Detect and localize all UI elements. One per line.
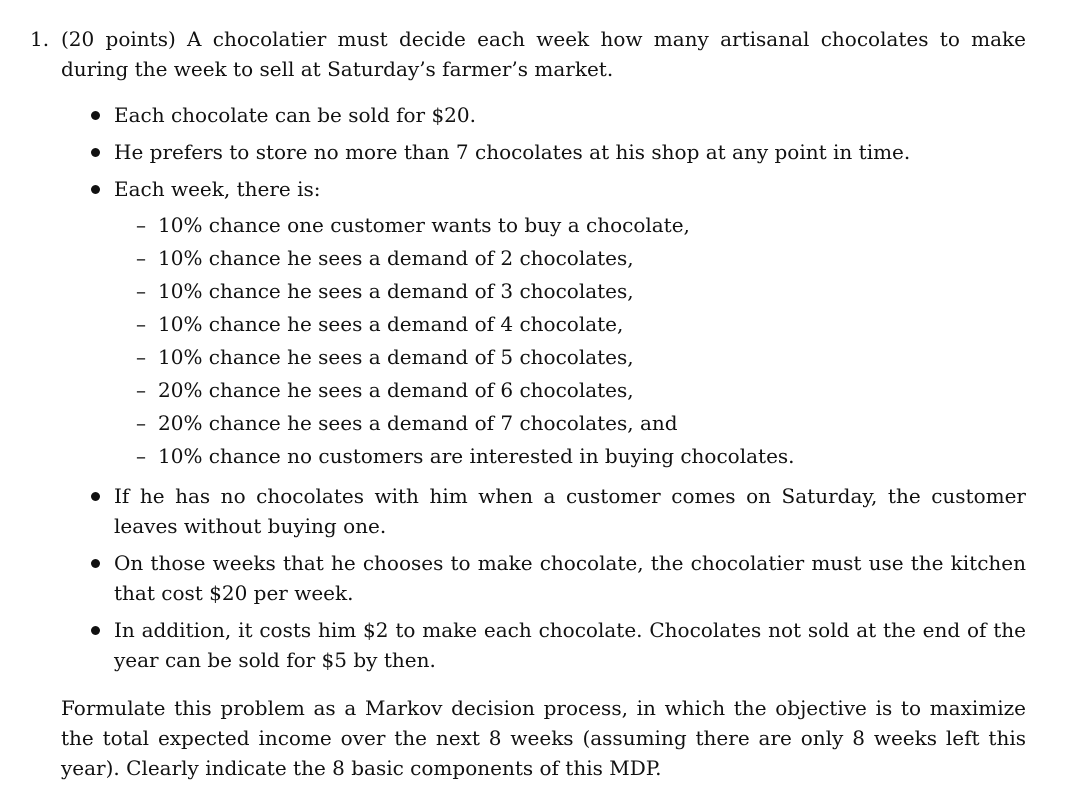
list-item: [30, 100, 1026, 130]
bullet-icon: [30, 174, 114, 474]
bullet-icon: [30, 481, 114, 541]
demand-item-text: 10% chance no customers are interested in buying chocolates.: [158, 444, 795, 468]
list-item: [30, 615, 1026, 675]
demand-item: [114, 309, 1026, 339]
dash-icon: –: [136, 411, 146, 435]
demand-item-text: 10% chance he sees a demand of 5 chocolates,: [158, 345, 634, 369]
bullet-icon: [30, 137, 114, 167]
demand-item: [114, 243, 1026, 273]
demand-list: [114, 210, 1026, 471]
list-item-text: Each week, there is:: [114, 177, 321, 201]
problem-header: [30, 24, 1026, 84]
list-item-text: Each chocolate can be sold for $20.: [114, 103, 476, 127]
dash-icon: –: [136, 312, 146, 336]
demand-item: [114, 210, 1026, 240]
demand-item-text: 20% chance he sees a demand of 7 chocolates, and: [158, 411, 678, 435]
list-item-text: He prefers to store no more than 7 chocolates at his shop at any point in time.: [114, 140, 911, 164]
list-item: [30, 137, 1026, 167]
list-item: [30, 548, 1026, 608]
demand-item: [114, 375, 1026, 405]
dash-icon: –: [136, 246, 146, 270]
list-item: [30, 481, 1026, 541]
demand-item-text: 10% chance he sees a demand of 4 chocolate,: [158, 312, 624, 336]
bullet-icon: [30, 100, 114, 130]
demand-item: [114, 441, 1026, 471]
problem-1: [30, 24, 1026, 803]
demand-item: [114, 342, 1026, 372]
dash-icon: –: [136, 444, 146, 468]
dash-icon: –: [136, 213, 146, 237]
list-item-text: On those weeks that he chooses to make chocolate, the chocolatier must use the kitchen that cost $20 per week.: [114, 551, 1026, 605]
demand-item-text: 10% chance he sees a demand of 2 chocolates,: [158, 246, 634, 270]
dash-icon: –: [136, 345, 146, 369]
demand-item-text: 10% chance one customer wants to buy a chocolate,: [158, 213, 690, 237]
list-item-text: If he has no chocolates with him when a customer comes on Saturday, the customer leaves without buying one.: [114, 484, 1026, 538]
closing-paragraph: Formulate this problem as a Markov decision process, in which the objective is to maximize the total expected income over the next 8 weeks (assuming there are only 8 weeks left this year). Clearly indicate the 8 basic components of this MDP.: [61, 696, 1026, 780]
conditions-list: [30, 100, 1026, 675]
dash-icon: –: [136, 279, 146, 303]
problem-intro: (20 points) A chocolatier must decide each week how many artisanal chocolates to make during the week to sell at Saturday’s farmer’s market.: [61, 27, 1026, 81]
demand-item-text: 10% chance he sees a demand of 3 chocolates,: [158, 279, 634, 303]
bullet-icon: [30, 548, 114, 608]
problem-number: 1.: [30, 27, 50, 51]
demand-item: [114, 276, 1026, 306]
list-item: [30, 174, 1026, 474]
demand-item-text: 20% chance he sees a demand of 6 chocolates,: [158, 378, 634, 402]
bullet-icon: [30, 615, 114, 675]
dash-icon: –: [136, 378, 146, 402]
list-item-text: In addition, it costs him $2 to make each chocolate. Chocolates not sold at the end of the year can be sold for $5 by then.: [114, 618, 1026, 672]
demand-item: [114, 408, 1026, 438]
